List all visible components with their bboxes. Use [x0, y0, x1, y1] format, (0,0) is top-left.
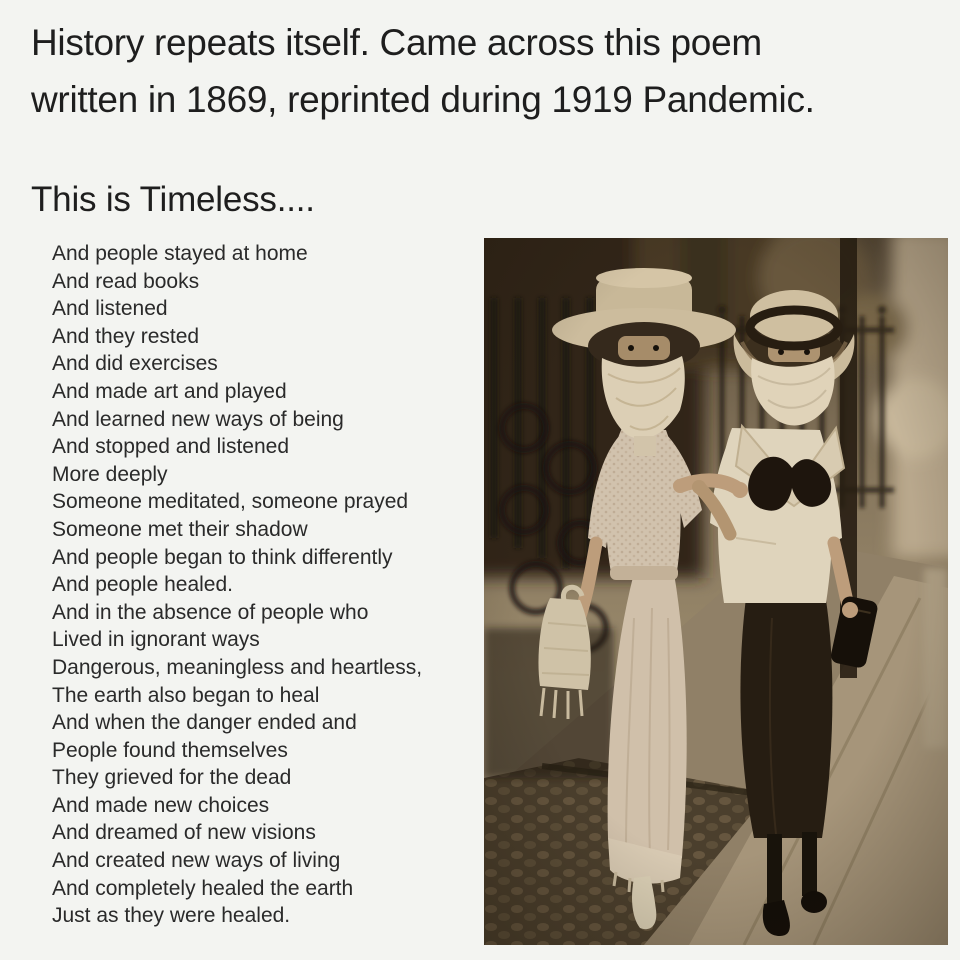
- pandemic-photo: [484, 238, 948, 945]
- poem-line: And made art and played: [52, 379, 287, 403]
- poem-line: And made new choices: [52, 793, 270, 817]
- poem-line: And stopped and listened: [52, 435, 290, 459]
- poem-line: The earth also began to heal: [52, 683, 320, 707]
- poem-line: And they rested: [52, 324, 200, 348]
- poem-line: Just as they were healed.: [52, 904, 291, 928]
- poem: [52, 240, 422, 930]
- poem-line: And people began to think differently: [52, 545, 393, 569]
- poem-line: And learned new ways of being: [52, 407, 344, 431]
- poem-line: And dreamed of new visions: [52, 821, 316, 845]
- poem-line: And when the danger ended and: [52, 711, 357, 735]
- headline: [31, 14, 815, 128]
- poem-line: They grieved for the dead: [52, 766, 292, 790]
- poem-line: And completely healed the earth: [52, 876, 354, 900]
- poem-line: And in the absence of people who: [52, 600, 369, 624]
- poem-line: Dangerous, meaningless and heartless,: [52, 655, 423, 679]
- poem-line: And people healed.: [52, 573, 233, 597]
- subheadline: This is Timeless....: [31, 180, 315, 219]
- poem-line: Someone met their shadow: [52, 517, 308, 541]
- poem-line: And created new ways of living: [52, 849, 341, 873]
- poem-line: People found themselves: [52, 738, 288, 762]
- poem-line: And read books: [52, 269, 200, 293]
- poem-line: And people stayed at home: [52, 242, 308, 265]
- poem-line: Someone meditated, someone prayed: [52, 490, 409, 514]
- headline-line2: written in 1869, reprinted during 1919 Pandemic.: [31, 79, 815, 120]
- poem-line: And listened: [52, 297, 168, 321]
- poem-line: Lived in ignorant ways: [52, 628, 260, 652]
- pandemic-photo-illustration: [484, 238, 948, 945]
- poem-line: More deeply: [52, 462, 168, 486]
- poem-line: And did exercises: [52, 352, 218, 376]
- headline-line1: History repeats itself. Came across this poem: [31, 22, 762, 63]
